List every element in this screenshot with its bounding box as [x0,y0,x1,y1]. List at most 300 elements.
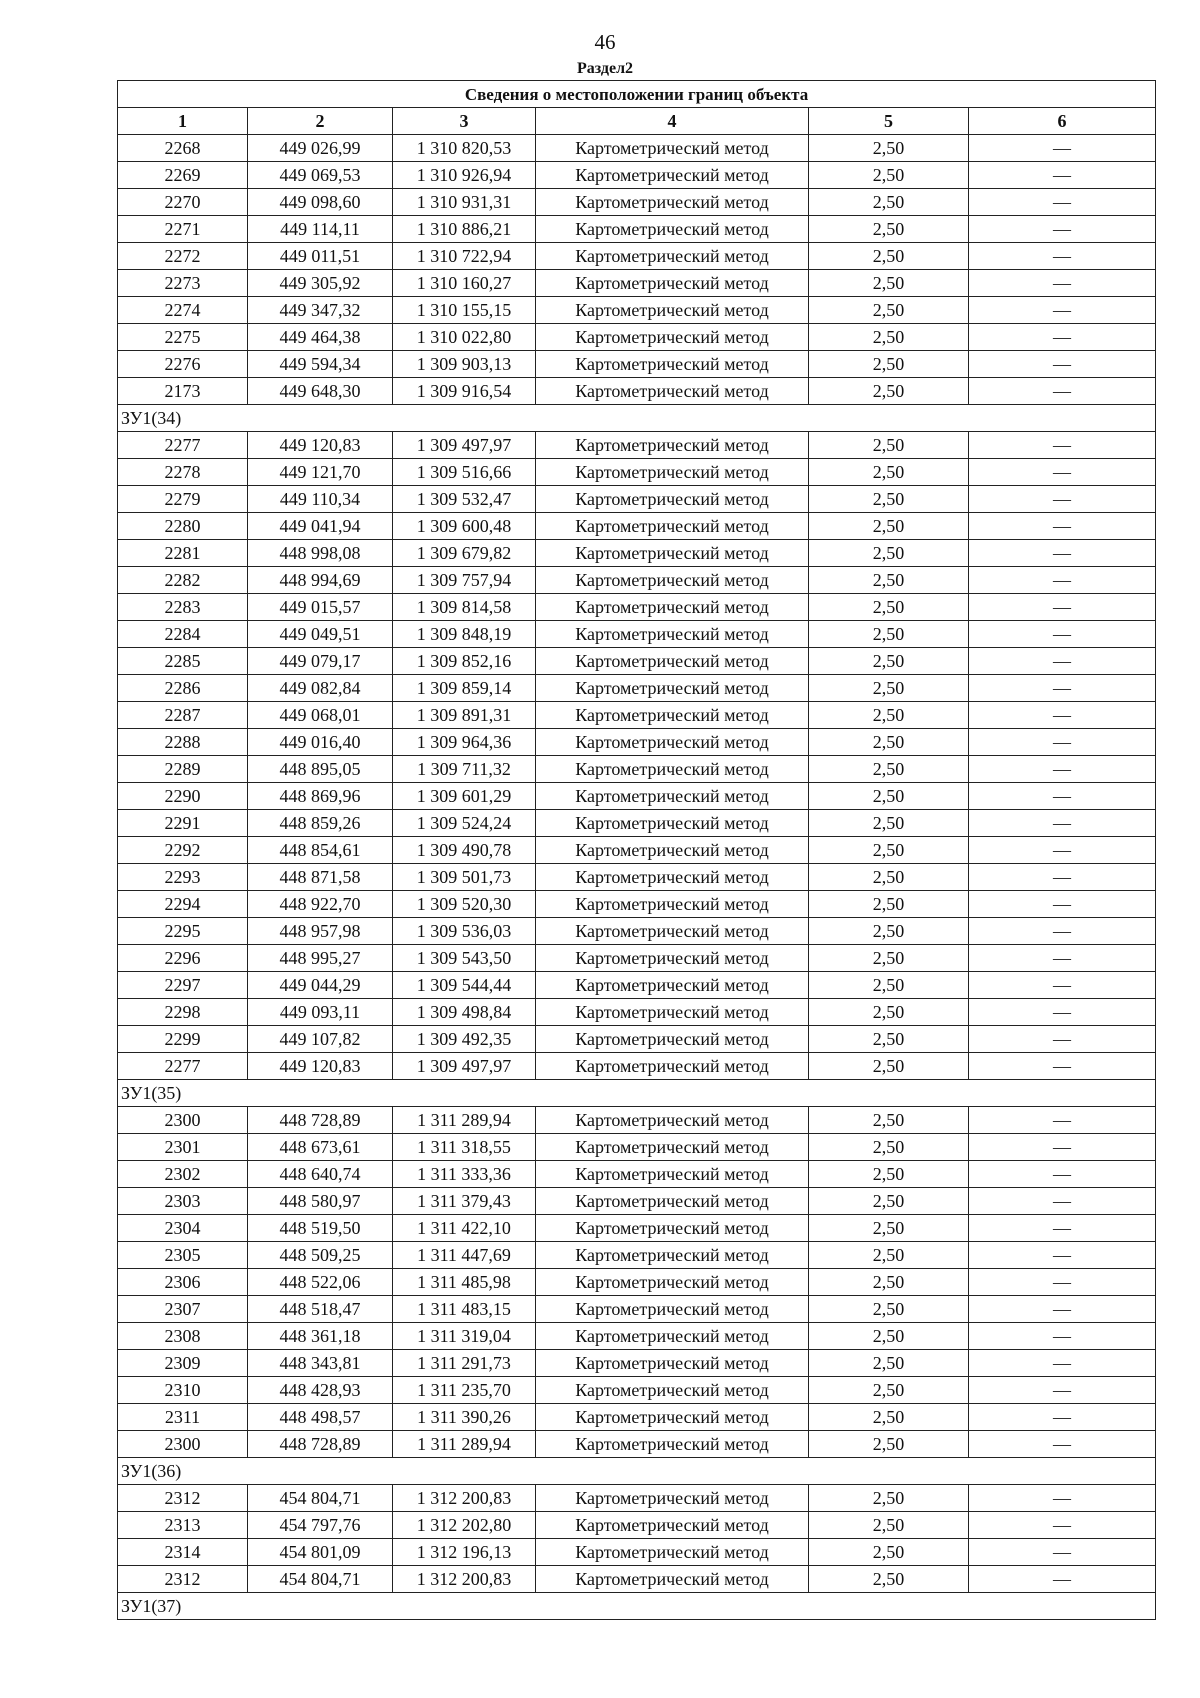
description-cell: — [969,189,1156,216]
method-cell: Картометрический метод [536,1377,809,1404]
accuracy-cell: 2,50 [809,891,969,918]
method-cell: Картометрический метод [536,945,809,972]
point-number-cell: 2285 [118,648,248,675]
method-cell: Картометрический метод [536,432,809,459]
description-cell: — [969,972,1156,999]
description-cell: — [969,621,1156,648]
table-row [118,324,1156,351]
description-cell: — [969,378,1156,405]
description-cell: — [969,756,1156,783]
method-cell: Картометрический метод [536,162,809,189]
method-cell: Картометрический метод [536,891,809,918]
accuracy-cell: 2,50 [809,756,969,783]
description-cell: — [969,810,1156,837]
method-cell: Картометрический метод [536,135,809,162]
point-number-cell: 2293 [118,864,248,891]
point-number-cell: 2312 [118,1485,248,1512]
table-row [118,729,1156,756]
point-number-cell: 2284 [118,621,248,648]
accuracy-cell: 2,50 [809,1242,969,1269]
table-row [118,1539,1156,1566]
table-row [118,1296,1156,1323]
x-coordinate-cell: 449 011,51 [248,243,393,270]
group-label-row [118,1080,1156,1107]
accuracy-cell: 2,50 [809,513,969,540]
method-cell: Картометрический метод [536,621,809,648]
table-row [118,945,1156,972]
y-coordinate-cell: 1 312 196,13 [393,1539,536,1566]
table-row [118,567,1156,594]
table-row [118,243,1156,270]
x-coordinate-cell: 448 498,57 [248,1404,393,1431]
point-number-cell: 2277 [118,1053,248,1080]
x-coordinate-cell: 448 522,06 [248,1269,393,1296]
column-number-5: 5 [809,108,969,135]
description-cell: — [969,486,1156,513]
point-number-cell: 2296 [118,945,248,972]
point-number-cell: 2286 [118,675,248,702]
point-number-cell: 2281 [118,540,248,567]
x-coordinate-cell: 448 859,26 [248,810,393,837]
table-row [118,1404,1156,1431]
y-coordinate-cell: 1 312 202,80 [393,1512,536,1539]
accuracy-cell: 2,50 [809,1053,969,1080]
y-coordinate-cell: 1 309 711,32 [393,756,536,783]
x-coordinate-cell: 448 361,18 [248,1323,393,1350]
method-cell: Картометрический метод [536,567,809,594]
point-number-cell: 2297 [118,972,248,999]
method-cell: Картометрический метод [536,1323,809,1350]
y-coordinate-cell: 1 309 916,54 [393,378,536,405]
y-coordinate-cell: 1 312 200,83 [393,1566,536,1593]
table-row [118,783,1156,810]
table-row [118,189,1156,216]
point-number-cell: 2307 [118,1296,248,1323]
x-coordinate-cell: 448 509,25 [248,1242,393,1269]
point-number-cell: 2309 [118,1350,248,1377]
y-coordinate-cell: 1 309 497,97 [393,432,536,459]
method-cell: Картометрический метод [536,702,809,729]
point-number-cell: 2173 [118,378,248,405]
point-number-cell: 2310 [118,1377,248,1404]
x-coordinate-cell: 454 801,09 [248,1539,393,1566]
x-coordinate-cell: 448 895,05 [248,756,393,783]
description-cell: — [969,945,1156,972]
method-cell: Картометрический метод [536,216,809,243]
table-row [118,1323,1156,1350]
table-row [118,1377,1156,1404]
description-cell: — [969,1215,1156,1242]
group-label-row [118,1458,1156,1485]
description-cell: — [969,783,1156,810]
accuracy-cell: 2,50 [809,162,969,189]
description-cell: — [969,1377,1156,1404]
method-cell: Картометрический метод [536,1404,809,1431]
y-coordinate-cell: 1 309 964,36 [393,729,536,756]
x-coordinate-cell: 449 093,11 [248,999,393,1026]
y-coordinate-cell: 1 309 891,31 [393,702,536,729]
y-coordinate-cell: 1 311 333,36 [393,1161,536,1188]
point-number-cell: 2299 [118,1026,248,1053]
point-number-cell: 2280 [118,513,248,540]
accuracy-cell: 2,50 [809,1269,969,1296]
point-number-cell: 2278 [118,459,248,486]
table-row [118,621,1156,648]
x-coordinate-cell: 449 347,32 [248,297,393,324]
point-number-cell: 2273 [118,270,248,297]
group-label: ЗУ1(35) [118,1080,1156,1107]
point-number-cell: 2305 [118,1242,248,1269]
accuracy-cell: 2,50 [809,918,969,945]
point-number-cell: 2314 [118,1539,248,1566]
accuracy-cell: 2,50 [809,783,969,810]
point-number-cell: 2289 [118,756,248,783]
method-cell: Картометрический метод [536,783,809,810]
accuracy-cell: 2,50 [809,1215,969,1242]
x-coordinate-cell: 448 640,74 [248,1161,393,1188]
table-row [118,1350,1156,1377]
x-coordinate-cell: 448 518,47 [248,1296,393,1323]
description-cell: — [969,513,1156,540]
table-row [118,351,1156,378]
description-cell: — [969,270,1156,297]
y-coordinate-cell: 1 311 422,10 [393,1215,536,1242]
x-coordinate-cell: 449 120,83 [248,1053,393,1080]
description-cell: — [969,459,1156,486]
y-coordinate-cell: 1 311 390,26 [393,1404,536,1431]
x-coordinate-cell: 449 016,40 [248,729,393,756]
description-cell: — [969,1161,1156,1188]
x-coordinate-cell: 449 068,01 [248,702,393,729]
description-cell: — [969,864,1156,891]
accuracy-cell: 2,50 [809,351,969,378]
column-number-row [118,108,1156,135]
x-coordinate-cell: 449 305,92 [248,270,393,297]
accuracy-cell: 2,50 [809,1485,969,1512]
section-title: Раздел2 [576,60,634,77]
description-cell: — [969,1539,1156,1566]
y-coordinate-cell: 1 309 492,35 [393,1026,536,1053]
x-coordinate-cell: 448 998,08 [248,540,393,567]
x-coordinate-cell: 449 044,29 [248,972,393,999]
table-row [118,918,1156,945]
x-coordinate-cell: 449 079,17 [248,648,393,675]
x-coordinate-cell: 449 464,38 [248,324,393,351]
method-cell: Картометрический метод [536,297,809,324]
point-number-cell: 2290 [118,783,248,810]
method-cell: Картометрический метод [536,1539,809,1566]
description-cell: — [969,324,1156,351]
point-number-cell: 2312 [118,1566,248,1593]
method-cell: Картометрический метод [536,486,809,513]
point-number-cell: 2276 [118,351,248,378]
point-number-cell: 2300 [118,1431,248,1458]
description-cell: — [969,594,1156,621]
method-cell: Картометрический метод [536,1053,809,1080]
table-row [118,1161,1156,1188]
x-coordinate-cell: 449 041,94 [248,513,393,540]
accuracy-cell: 2,50 [809,216,969,243]
description-cell: — [969,1269,1156,1296]
table-row [118,270,1156,297]
y-coordinate-cell: 1 311 319,04 [393,1323,536,1350]
table-row [118,864,1156,891]
group-label: ЗУ1(34) [118,405,1156,432]
table-body [118,135,1156,1620]
accuracy-cell: 2,50 [809,810,969,837]
y-coordinate-cell: 1 310 820,53 [393,135,536,162]
column-number-1: 1 [118,108,248,135]
description-cell: — [969,702,1156,729]
accuracy-cell: 2,50 [809,1323,969,1350]
x-coordinate-cell: 449 069,53 [248,162,393,189]
accuracy-cell: 2,50 [809,972,969,999]
column-number-3: 3 [393,108,536,135]
method-cell: Картометрический метод [536,513,809,540]
accuracy-cell: 2,50 [809,1377,969,1404]
description-cell: — [969,1242,1156,1269]
x-coordinate-cell: 454 804,71 [248,1485,393,1512]
x-coordinate-cell: 449 114,11 [248,216,393,243]
point-number-cell: 2268 [118,135,248,162]
accuracy-cell: 2,50 [809,243,969,270]
table-row [118,756,1156,783]
point-number-cell: 2302 [118,1161,248,1188]
method-cell: Картометрический метод [536,1485,809,1512]
accuracy-cell: 2,50 [809,135,969,162]
y-coordinate-cell: 1 309 520,30 [393,891,536,918]
table-row [118,1485,1156,1512]
method-cell: Картометрический метод [536,864,809,891]
x-coordinate-cell: 448 995,27 [248,945,393,972]
method-cell: Картометрический метод [536,1269,809,1296]
y-coordinate-cell: 1 311 289,94 [393,1431,536,1458]
table-row [118,378,1156,405]
description-cell: — [969,1404,1156,1431]
method-cell: Картометрический метод [536,972,809,999]
accuracy-cell: 2,50 [809,1539,969,1566]
y-coordinate-cell: 1 309 497,97 [393,1053,536,1080]
description-cell: — [969,1188,1156,1215]
x-coordinate-cell: 449 121,70 [248,459,393,486]
table-row [118,837,1156,864]
description-cell: — [969,675,1156,702]
accuracy-cell: 2,50 [809,1431,969,1458]
y-coordinate-cell: 1 310 160,27 [393,270,536,297]
description-cell: — [969,1053,1156,1080]
description-cell: — [969,1512,1156,1539]
method-cell: Картометрический метод [536,1566,809,1593]
table-row [118,1566,1156,1593]
y-coordinate-cell: 1 310 886,21 [393,216,536,243]
accuracy-cell: 2,50 [809,648,969,675]
description-cell: — [969,729,1156,756]
method-cell: Картометрический метод [536,837,809,864]
accuracy-cell: 2,50 [809,270,969,297]
y-coordinate-cell: 1 312 200,83 [393,1485,536,1512]
method-cell: Картометрический метод [536,1188,809,1215]
method-cell: Картометрический метод [536,1512,809,1539]
x-coordinate-cell: 449 648,30 [248,378,393,405]
table-row [118,135,1156,162]
x-coordinate-cell: 449 026,99 [248,135,393,162]
x-coordinate-cell: 448 519,50 [248,1215,393,1242]
method-cell: Картометрический метод [536,243,809,270]
point-number-cell: 2311 [118,1404,248,1431]
table-row [118,702,1156,729]
y-coordinate-cell: 1 311 379,43 [393,1188,536,1215]
table-row [118,648,1156,675]
accuracy-cell: 2,50 [809,1512,969,1539]
method-cell: Картометрический метод [536,1296,809,1323]
point-number-cell: 2301 [118,1134,248,1161]
description-cell: — [969,540,1156,567]
x-coordinate-cell: 449 110,34 [248,486,393,513]
point-number-cell: 2287 [118,702,248,729]
method-cell: Картометрический метод [536,648,809,675]
table-row [118,1242,1156,1269]
point-number-cell: 2298 [118,999,248,1026]
method-cell: Картометрический метод [536,1215,809,1242]
description-cell: — [969,1323,1156,1350]
table-caption: Сведения о местоположении границ объекта [118,81,1156,108]
accuracy-cell: 2,50 [809,999,969,1026]
x-coordinate-cell: 448 428,93 [248,1377,393,1404]
point-number-cell: 2291 [118,810,248,837]
x-coordinate-cell: 449 594,34 [248,351,393,378]
method-cell: Картометрический метод [536,594,809,621]
method-cell: Картометрический метод [536,1431,809,1458]
description-cell: — [969,891,1156,918]
description-cell: — [969,1107,1156,1134]
accuracy-cell: 2,50 [809,1188,969,1215]
point-number-cell: 2269 [118,162,248,189]
y-coordinate-cell: 1 309 679,82 [393,540,536,567]
x-coordinate-cell: 448 580,97 [248,1188,393,1215]
point-number-cell: 2271 [118,216,248,243]
method-cell: Картометрический метод [536,756,809,783]
group-label-row [118,405,1156,432]
x-coordinate-cell: 449 098,60 [248,189,393,216]
point-number-cell: 2313 [118,1512,248,1539]
y-coordinate-cell: 1 309 516,66 [393,459,536,486]
accuracy-cell: 2,50 [809,324,969,351]
y-coordinate-cell: 1 309 544,44 [393,972,536,999]
x-coordinate-cell: 448 673,61 [248,1134,393,1161]
column-number-2: 2 [248,108,393,135]
group-label: ЗУ1(36) [118,1458,1156,1485]
y-coordinate-cell: 1 309 490,78 [393,837,536,864]
method-cell: Картометрический метод [536,1134,809,1161]
y-coordinate-cell: 1 309 498,84 [393,999,536,1026]
x-coordinate-cell: 448 871,58 [248,864,393,891]
point-number-cell: 2270 [118,189,248,216]
page-number: 46 [594,30,616,54]
accuracy-cell: 2,50 [809,378,969,405]
table-row [118,594,1156,621]
point-number-cell: 2272 [118,243,248,270]
table-row [118,540,1156,567]
accuracy-cell: 2,50 [809,1350,969,1377]
description-cell: — [969,162,1156,189]
y-coordinate-cell: 1 310 722,94 [393,243,536,270]
y-coordinate-cell: 1 309 600,48 [393,513,536,540]
y-coordinate-cell: 1 311 291,73 [393,1350,536,1377]
accuracy-cell: 2,50 [809,675,969,702]
method-cell: Картометрический метод [536,459,809,486]
x-coordinate-cell: 454 804,71 [248,1566,393,1593]
x-coordinate-cell: 449 082,84 [248,675,393,702]
y-coordinate-cell: 1 311 447,69 [393,1242,536,1269]
table-row [118,216,1156,243]
method-cell: Картометрический метод [536,1242,809,1269]
table-row [118,1431,1156,1458]
y-coordinate-cell: 1 309 536,03 [393,918,536,945]
y-coordinate-cell: 1 311 289,94 [393,1107,536,1134]
table-row [118,1053,1156,1080]
y-coordinate-cell: 1 311 235,70 [393,1377,536,1404]
method-cell: Картометрический метод [536,540,809,567]
accuracy-cell: 2,50 [809,297,969,324]
group-label-row [118,1593,1156,1620]
method-cell: Картометрический метод [536,810,809,837]
x-coordinate-cell: 449 107,82 [248,1026,393,1053]
point-number-cell: 2295 [118,918,248,945]
accuracy-cell: 2,50 [809,1107,969,1134]
x-coordinate-cell: 448 922,70 [248,891,393,918]
description-cell: — [969,837,1156,864]
description-cell: — [969,1026,1156,1053]
x-coordinate-cell: 448 854,61 [248,837,393,864]
method-cell: Картометрический метод [536,324,809,351]
method-cell: Картометрический метод [536,1161,809,1188]
point-number-cell: 2292 [118,837,248,864]
accuracy-cell: 2,50 [809,1161,969,1188]
x-coordinate-cell: 449 015,57 [248,594,393,621]
accuracy-cell: 2,50 [809,1296,969,1323]
description-cell: — [969,918,1156,945]
y-coordinate-cell: 1 309 848,19 [393,621,536,648]
point-number-cell: 2308 [118,1323,248,1350]
accuracy-cell: 2,50 [809,189,969,216]
x-coordinate-cell: 448 957,98 [248,918,393,945]
point-number-cell: 2279 [118,486,248,513]
x-coordinate-cell: 449 120,83 [248,432,393,459]
description-cell: — [969,297,1156,324]
point-number-cell: 2288 [118,729,248,756]
y-coordinate-cell: 1 311 485,98 [393,1269,536,1296]
y-coordinate-cell: 1 309 757,94 [393,567,536,594]
accuracy-cell: 2,50 [809,945,969,972]
accuracy-cell: 2,50 [809,864,969,891]
boundary-coordinates-table [117,80,1156,1620]
y-coordinate-cell: 1 310 926,94 [393,162,536,189]
group-label: ЗУ1(37) [118,1593,1156,1620]
y-coordinate-cell: 1 309 814,58 [393,594,536,621]
table-row [118,972,1156,999]
x-coordinate-cell: 448 869,96 [248,783,393,810]
description-cell: — [969,243,1156,270]
table-row [118,1188,1156,1215]
description-cell: — [969,1485,1156,1512]
table-row [118,513,1156,540]
point-number-cell: 2277 [118,432,248,459]
description-cell: — [969,135,1156,162]
description-cell: — [969,999,1156,1026]
point-number-cell: 2306 [118,1269,248,1296]
x-coordinate-cell: 448 994,69 [248,567,393,594]
accuracy-cell: 2,50 [809,837,969,864]
